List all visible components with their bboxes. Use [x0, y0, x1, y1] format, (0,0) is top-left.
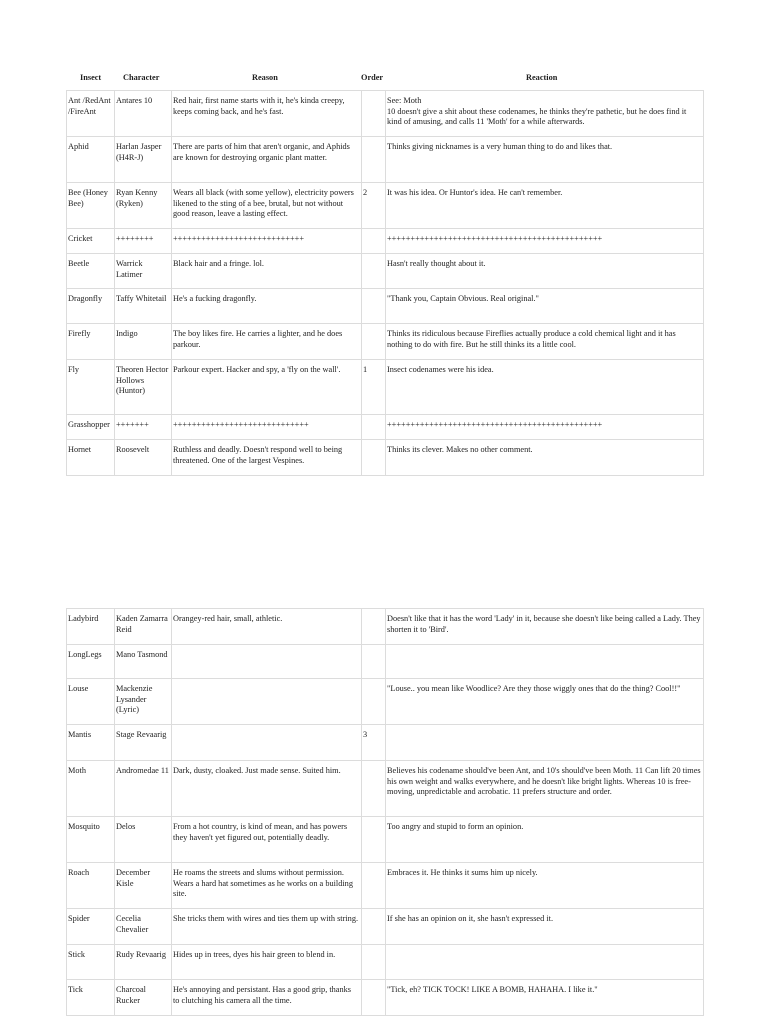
codename-table-top [66, 90, 704, 476]
table-row [67, 415, 704, 440]
reason-cell: ++++++++++++++++++++++++++++ [172, 229, 362, 254]
table-row [67, 645, 704, 679]
table-row [67, 980, 704, 1016]
order-cell [362, 645, 386, 679]
character-cell: Ryan Kenny (Ryken) [115, 183, 172, 229]
reaction-cell: Thinks giving nicknames is a very human thing to do and likes that. [386, 137, 704, 183]
insect-cell: Cricket [67, 229, 115, 254]
character-cell: Charcoal Rucker [115, 980, 172, 1016]
table-row [67, 725, 704, 761]
insect-cell: Grasshopper [67, 415, 115, 440]
character-cell: Cecelia Chevalier [115, 909, 172, 945]
insect-cell: Bee (Honey Bee) [67, 183, 115, 229]
reaction-cell: Insect codenames were his idea. [386, 360, 704, 415]
order-cell [362, 609, 386, 645]
table-row [67, 817, 704, 863]
codename-table-bottom [66, 608, 704, 1016]
insect-cell: Fly [67, 360, 115, 415]
order-cell [362, 324, 386, 360]
order-cell [362, 254, 386, 289]
reason-cell: From a hot country, is kind of mean, and has powers they haven't yet figured out, potentially deadly. [172, 817, 362, 863]
character-cell: Andromedae 11 [115, 761, 172, 817]
character-cell: Stage Revaarig [115, 725, 172, 761]
reason-cell: Parkour expert. Hacker and spy, a 'fly on the wall'. [172, 360, 362, 415]
reaction-cell: "Thank you, Captain Obvious. Real original." [386, 289, 704, 324]
reason-cell: Hides up in trees, dyes his hair green to blend in. [172, 945, 362, 980]
table-row [67, 360, 704, 415]
insect-cell: Spider [67, 909, 115, 945]
table-row [67, 91, 704, 137]
table-row [67, 324, 704, 360]
insect-cell: Dragonfly [67, 289, 115, 324]
reason-cell: Wears all black (with some yellow), electricity powers likened to the sting of a bee, brutal, but not without good reason, leave a lasting effect. [172, 183, 362, 229]
order-cell [362, 137, 386, 183]
reaction-cell: Thinks its clever. Makes no other comment. [386, 440, 704, 476]
insect-cell: Ladybird [67, 609, 115, 645]
table-row [67, 909, 704, 945]
reason-cell: Red hair, first name starts with it, he's kinda creepy, keeps coming back, and he's fast. [172, 91, 362, 137]
reason-cell: He's a fucking dragonfly. [172, 289, 362, 324]
character-cell: December Kisle [115, 863, 172, 909]
character-cell: Rudy Revaarig [115, 945, 172, 980]
order-cell [362, 980, 386, 1016]
insect-cell: Aphid [67, 137, 115, 183]
reason-cell: He roams the streets and slums without permission. Wears a hard hat sometimes as he works on a building site. [172, 863, 362, 909]
reaction-cell: Too angry and stupid to form an opinion. [386, 817, 704, 863]
insect-cell: Tick [67, 980, 115, 1016]
reason-cell: Black hair and a fringe. lol. [172, 254, 362, 289]
reaction-cell: Hasn't really thought about it. [386, 254, 704, 289]
table-row [67, 229, 704, 254]
reaction-cell [386, 945, 704, 980]
header-order: Order [361, 73, 384, 82]
table-row [67, 863, 704, 909]
reaction-cell: ++++++++++++++++++++++++++++++++++++++++++++++ [386, 415, 704, 440]
table-row [67, 289, 704, 324]
header-insect: Insect [80, 73, 102, 82]
order-cell [362, 817, 386, 863]
reason-cell: He's annoying and persistant. Has a good grip, thanks to clutching his camera all the time. [172, 980, 362, 1016]
insect-cell: LongLegs [67, 645, 115, 679]
reaction-cell: If she has an opinion on it, she hasn't expressed it. [386, 909, 704, 945]
character-cell: Mano Tasmond [115, 645, 172, 679]
insect-cell: Mantis [67, 725, 115, 761]
insect-cell: Hornet [67, 440, 115, 476]
table-row [67, 137, 704, 183]
reaction-cell: ++++++++++++++++++++++++++++++++++++++++++++++ [386, 229, 704, 254]
character-cell: Kaden Zamarra Reid [115, 609, 172, 645]
character-cell: +++++++ [115, 415, 172, 440]
reaction-cell: See: Moth 10 doesn't give a shit about these codenames, he thinks they're pathetic, but he does find it kind of amusing, and calls 11 'Moth' for a while afterwards. [386, 91, 704, 137]
character-cell: Mackenzie Lysander (Lyric) [115, 679, 172, 725]
order-cell [362, 91, 386, 137]
order-cell [362, 415, 386, 440]
table-row [67, 761, 704, 817]
reason-cell [172, 725, 362, 761]
character-cell: Theoren Hector Hollows (Huntor) [115, 360, 172, 415]
character-cell: Antares 10 [115, 91, 172, 137]
order-cell [362, 863, 386, 909]
reaction-cell: "Tick, eh? TICK TOCK! LIKE A BOMB, HAHAHA. I like it." [386, 980, 704, 1016]
character-cell: ++++++++ [115, 229, 172, 254]
reason-cell: Dark, dusty, cloaked. Just made sense. Suited him. [172, 761, 362, 817]
insect-cell: Stick [67, 945, 115, 980]
insect-cell: Beetle [67, 254, 115, 289]
insect-cell: Roach [67, 863, 115, 909]
table-row [67, 679, 704, 725]
order-cell: 2 [362, 183, 386, 229]
order-cell: 1 [362, 360, 386, 415]
order-cell [362, 945, 386, 980]
insect-cell: Ant /RedAnt /FireAnt [67, 91, 115, 137]
order-cell [362, 909, 386, 945]
character-cell: Roosevelt [115, 440, 172, 476]
reason-cell: Ruthless and deadly. Doesn't respond well to being threatened. One of the largest Vespines. [172, 440, 362, 476]
insect-cell: Louse [67, 679, 115, 725]
reason-cell: The boy likes fire. He carries a lighter, and he does parkour. [172, 324, 362, 360]
header-reaction: Reaction [526, 73, 558, 82]
insect-cell: Firefly [67, 324, 115, 360]
order-cell [362, 229, 386, 254]
reaction-cell: Doesn't like that it has the word 'Lady' in it, because she doesn't like being called a Lady. They shorten it to 'Bird'. [386, 609, 704, 645]
reason-cell: She tricks them with wires and ties them up with string. [172, 909, 362, 945]
reason-cell [172, 679, 362, 725]
reason-cell: Orangey-red hair, small, athletic. [172, 609, 362, 645]
character-cell: Harlan Jasper (H4R-J) [115, 137, 172, 183]
reaction-cell: Embraces it. He thinks it sums him up nicely. [386, 863, 704, 909]
order-cell [362, 761, 386, 817]
header-reason: Reason [252, 73, 278, 82]
table-row [67, 183, 704, 229]
reason-cell: +++++++++++++++++++++++++++++ [172, 415, 362, 440]
header-character: Character [123, 73, 160, 82]
order-cell [362, 679, 386, 725]
reaction-cell [386, 645, 704, 679]
order-cell [362, 289, 386, 324]
reaction-cell [386, 725, 704, 761]
character-cell: Taffy Whitetail [115, 289, 172, 324]
reaction-cell: Believes his codename should've been Ant, and 10's should've been Moth. 11 Can lift 20 times his own weight and walks everywhere, and he doesn't like bright lights. Whereas 10 is free-moving, unpredictable and acrobatic. 11 prefers structure and order. [386, 761, 704, 817]
reason-cell: There are parts of him that aren't organic, and Aphids are known for destroying organic plant matter. [172, 137, 362, 183]
character-cell: Indigo [115, 324, 172, 360]
order-cell [362, 440, 386, 476]
reason-cell [172, 645, 362, 679]
order-cell: 3 [362, 725, 386, 761]
character-cell: Delos [115, 817, 172, 863]
character-cell: Warrick Latimer [115, 254, 172, 289]
insect-cell: Mosquito [67, 817, 115, 863]
table-row [67, 254, 704, 289]
reaction-cell: Thinks its ridiculous because Fireflies actually produce a cold chemical light and it has nothing to do with fire. But he still thinks its a little cool. [386, 324, 704, 360]
reaction-cell: "Louse.. you mean like Woodlice? Are they those wiggly ones that do the thing? Cool!!" [386, 679, 704, 725]
table-row [67, 609, 704, 645]
table-row [67, 945, 704, 980]
table-row [67, 440, 704, 476]
insect-cell: Moth [67, 761, 115, 817]
reaction-cell: It was his idea. Or Huntor's idea. He can't remember. [386, 183, 704, 229]
